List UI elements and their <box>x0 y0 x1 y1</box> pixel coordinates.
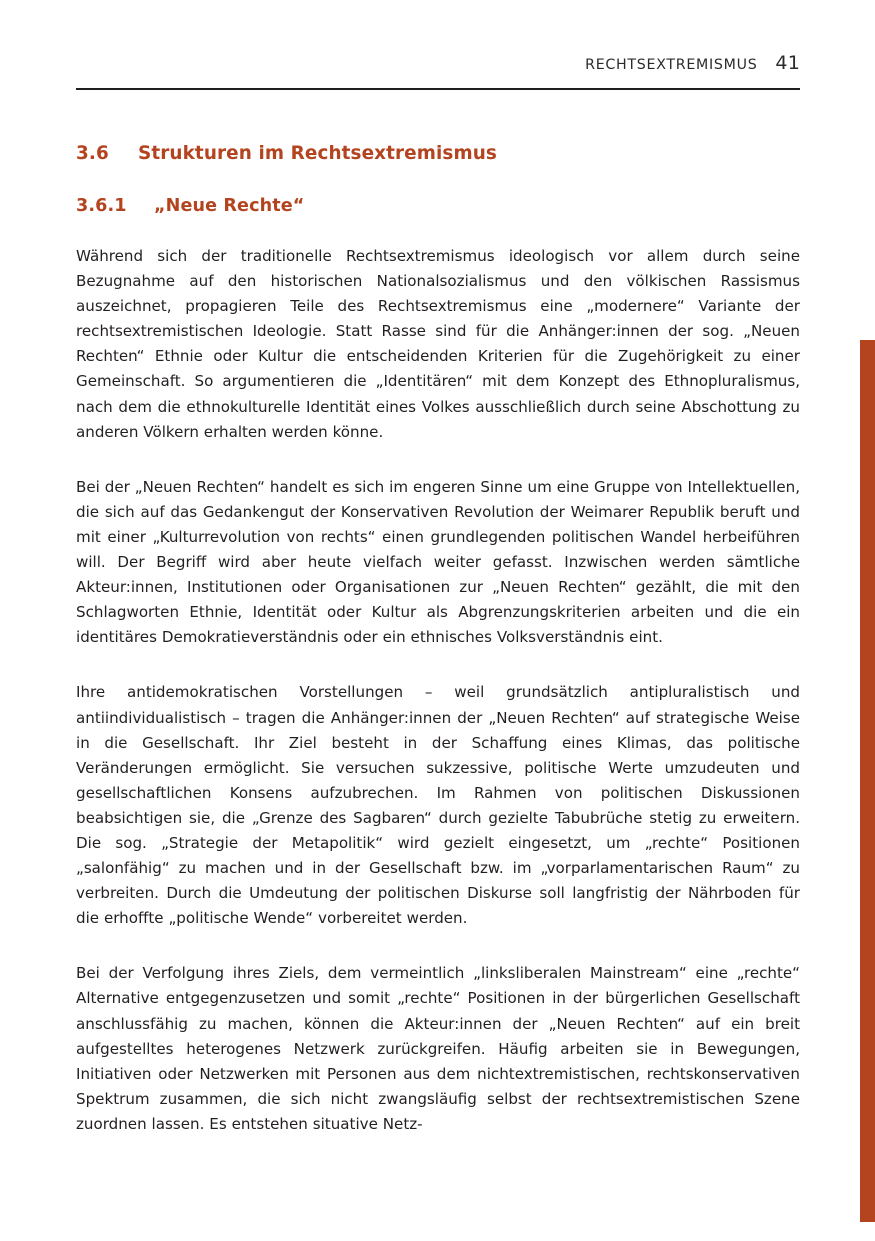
body-text <box>76 244 800 1137</box>
header-rule <box>76 88 800 90</box>
section-heading-title: Strukturen im Rechtsextremismus <box>138 143 497 164</box>
paragraph: Bei der „Neuen Rechten“ handelt es sich im engeren Sinne um eine Gruppe von Intellektuellen, die sich auf das Gedankengut der Konservativen Revolution der Weimarer Republik beruft und mit einer „Kulturrevolution von rechts“ einen grundlegenden politischen Wandel herbeiführen will. Der Begriff wird aber heute vielfach weiter gefasst. Inzwischen werden sämtliche Akteur:innen, Institutionen oder Organisationen zur „Neuen Rechten“ gezählt, die mit den Schlagworten Ethnie, Identität oder Kultur als Abgrenzungskriterien arbeiten und die ein identitäres Demokratieverständnis oder ein ethnisches Volksverständnis eint. <box>76 477 800 647</box>
subsection-heading-title: „Neue Rechte“ <box>154 196 305 216</box>
subsection-heading <box>76 196 800 216</box>
paragraph: Während sich der traditionelle Rechtsextremismus ideologisch vor allem durch seine Bezugnahme auf den historischen Nationalsozialismus und den völkischen Rassismus auszeichnet, propagieren Teile des Rechtsextremismus eine „modernere“ Variante der rechtsextremistischen Ideologie. Statt Rasse sind für die Anhänger:innen der sog. „Neuen Rechten“ Ethnie oder Kultur die entscheidenden Kriterien für die Zugehörigkeit zu einer Gemeinschaft. So argumentieren die „Identitären“ mit dem Konzept des Ethnopluralismus, nach dem die ethnokulturelle Identität eines Volkes ausschließlich durch seine Abschottung zu anderen Völkern erhalten werden könne. <box>76 247 800 441</box>
running-head-title: RECHTSEXTREMISMUS <box>585 57 758 73</box>
paragraph: Bei der Verfolgung ihres Ziels, dem vermeintlich „linksliberalen Mainstream“ eine „rechte“ Alternative entgegenzusetzen und somit „rechte“ Positionen in der bürgerlichen Gesellschaft anschlussfähig zu machen, können die Akteur:innen der „Neuen Rechten“ auf ein breit aufgestelltes heterogenes Netzwerk zurückgreifen. Häufig arbeiten sie in Bewegungen, Initiativen oder Netzwerken mit Personen aus dem nichtextremistischen, rechtskonservativen Spektrum zusammen, die sich nicht zwangsläufig selbst der rechtsextremistischen Szene zuordnen lassen. Es entstehen situative Netz- <box>76 964 800 1133</box>
paragraph: Ihre antidemokratischen Vorstellungen – weil grundsätzlich antipluralistisch und antiindividualistisch – tragen die Anhänger:innen der „Neuen Rechten“ auf strategische Weise in die Gesellschaft. Ihr Ziel besteht in der Schaffung eines Klimas, das politische Veränderungen ermöglicht. Sie versuchen sukzessive, politische Werte umzudeuten und gesellschaftlichen Konsens aufzubrechen. Im Rahmen von politischen Diskussionen beabsichtigen sie, die „Grenze des Sagbaren“ durch gezielte Tabubrüche stetig zu erweitern. Die sog. „Strategie der Metapolitik“ wird gezielt eingesetzt, um „rechte“ Positionen „salonfähig“ zu machen und in der Gesellschaft bzw. im „vorparlamentarischen Raum“ zu verbreiten. Durch die Umdeutung der politischen Diskurse soll langfristig der Nährboden für die erhoffte „politische Wende“ vorbereitet werden. <box>76 683 800 928</box>
heading-block <box>76 143 800 216</box>
subsection-heading-number: 3.6.1 <box>76 196 127 216</box>
page-number: 41 <box>775 52 800 74</box>
running-head <box>76 52 800 74</box>
chapter-edge-marker <box>860 340 875 1222</box>
section-heading-number: 3.6 <box>76 143 109 164</box>
section-heading <box>76 143 800 164</box>
